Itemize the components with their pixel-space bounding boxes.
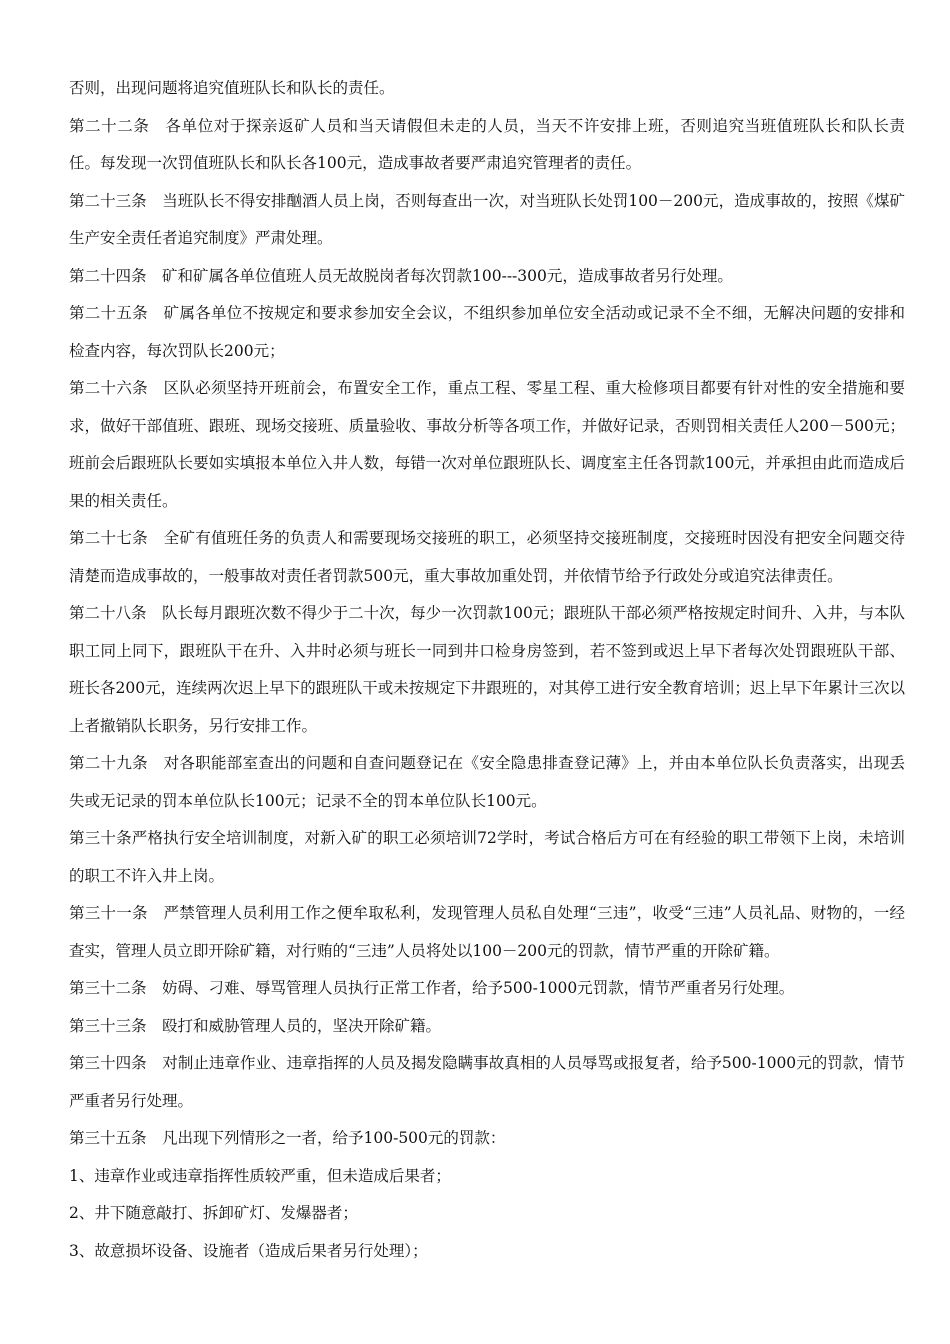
list-item-3: 3、故意损坏设备、设施者（造成后果者另行处理）； (69, 1241, 428, 1260)
article-22: 第二十二条 各单位对于探亲返矿人员和当天请假但未走的人员，当天不许安排上班，否则追究当班值班队长和队长责任。每发现一次罚值班队长和队长各100元，造成事故者要严肃追究管理者的责任。 (69, 116, 905, 172)
article-29: 第二十九条 对各职能部室查出的问题和自查问题登记在《安全隐患排查登记薄》上，并由本单位队长负责落实，出现丢失或无记录的罚本单位队长100元；记录不全的罚本单位队长100元。 (69, 754, 905, 810)
document-body (69, 70, 905, 1270)
article-26: 第二十六条 区队必须坚持开班前会，布置安全工作，重点工程、零星工程、重大检修项目都要有针对性的安全措施和要求，做好干部值班、跟班、现场交接班、质量验收、事故分析等各项工作，并做好记录，否则罚相关责任人200－500元；班前会后跟班队长要如实填报本单位入井人数，每错一次对单位跟班队长、调度室主任各罚款100元，并承担由此而造成后果的相关责任。 (69, 379, 905, 510)
article-24: 第二十四条 矿和矿属各单位值班人员无故脱岗者每次罚款100---300元，造成事故者另行处理。 (69, 266, 733, 285)
article-30: 第三十条严格执行安全培训制度，对新入矿的职工必须培训72学时，考试合格后方可在有经验的职工带领下上岗，未培训的职工不许入井上岗。 (69, 829, 905, 885)
article-34: 第三十四条 对制止违章作业、违章指挥的人员及揭发隐瞒事故真相的人员辱骂或报复者，给予500-1000元的罚款，情节严重者另行处理。 (69, 1054, 905, 1110)
list-item-1: 1、违章作业或违章指挥性质较严重，但未造成后果者； (69, 1166, 451, 1185)
article-31: 第三十一条 严禁管理人员利用工作之便牟取私利，发现管理人员私自处理“三违”，收受“三违”人员礼品、财物的，一经查实，管理人员立即开除矿籍，对行贿的“三违”人员将处以100－200元的罚款，情节严重的开除矿籍。 (69, 904, 905, 960)
article-32: 第三十二条 妨碍、刁难、辱骂管理人员执行正常工作者，给予500-1000元罚款，情节严重者另行处理。 (69, 979, 795, 997)
paragraph-continuation: 否则，出现问题将追究值班队长和队长的责任。 (69, 79, 395, 97)
list-item-2: 2、井下随意敲打、拆卸矿灯、发爆器者； (69, 1204, 358, 1222)
article-25: 第二十五条 矿属各单位不按规定和要求参加安全会议，不组织参加单位安全活动或记录不全不细，无解决问题的安排和检查内容，每次罚队长200元； (69, 304, 905, 360)
article-35: 第三十五条 凡出现下列情形之一者，给予100-500元的罚款： (69, 1129, 506, 1147)
article-23: 第二十三条 当班队长不得安排酗酒人员上岗，否则每查出一次，对当班队长处罚100－200元，造成事故的，按照《煤矿生产安全责任者追究制度》严肃处理。 (69, 191, 905, 247)
article-27: 第二十七条 全矿有值班任务的负责人和需要现场交接班的职工，必须坚持交接班制度，交接班时因没有把安全问题交待清楚而造成事故的，一般事故对责任者罚款500元，重大事故加重处罚，并依情节给予行政处分或追究法律责任。 (69, 529, 905, 585)
article-33: 第三十三条 殴打和威胁管理人员的，坚决开除矿籍。 (69, 1016, 442, 1035)
article-28: 第二十八条 队长每月跟班次数不得少于二十次，每少一次罚款100元；跟班队干部必须严格按规定时间升、入井，与本队职工同上同下，跟班队干在升、入井时必须与班长一同到井口检身房签到，若不签到或迟上早下者每次处罚跟班队干部、班长各200元，连续两次迟上早下的跟班队干或未按规定下井跟班的，对其停工进行安全教育培训；迟上早下年累计三次以上者撤销队长职务，另行安排工作。 (69, 604, 905, 735)
